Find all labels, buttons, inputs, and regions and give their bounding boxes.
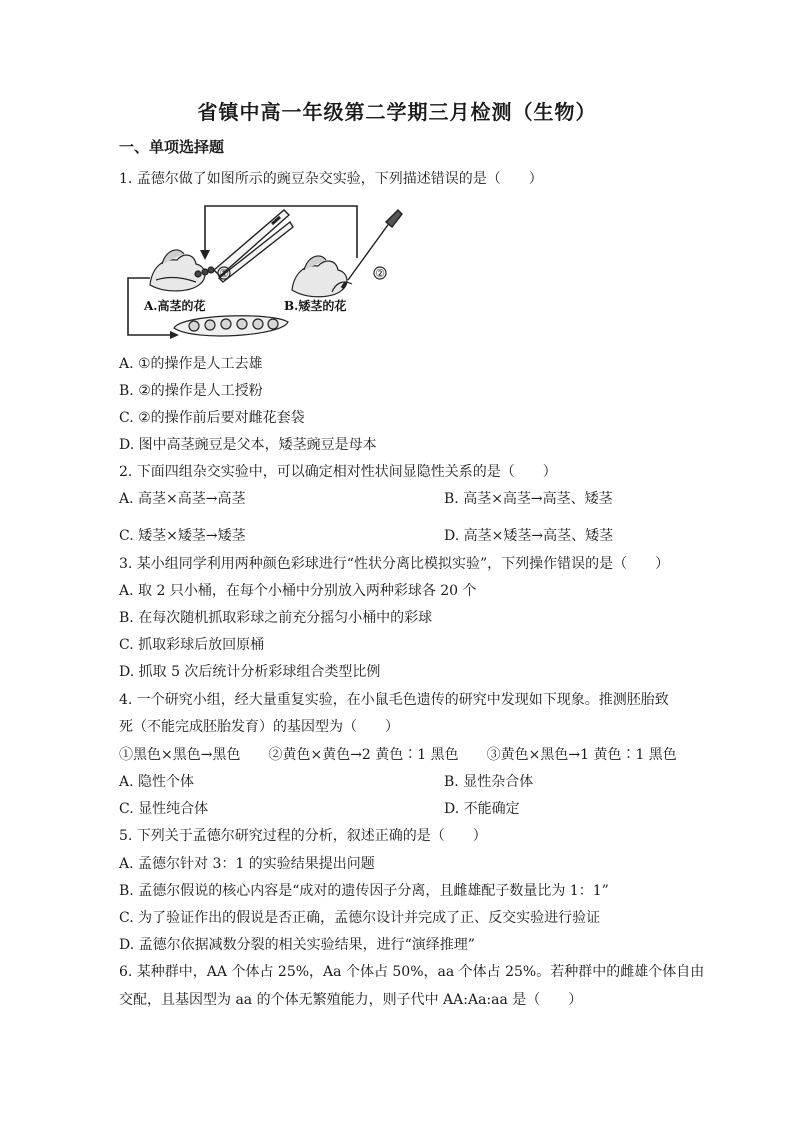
q3-option-c: C. 抓取彩球后放回原桶 — [119, 637, 265, 653]
flower-b — [292, 256, 352, 297]
pea-hybridization-diagram — [122, 200, 412, 340]
q1-stem: 1. 孟德尔做了如图所示的豌豆杂交实验，下列描述错误的是（ ） — [119, 171, 543, 187]
q5-option-b: B. 孟德尔假说的核心内容是“成对的遗传因子分离，且雌雄配子数量比为 1：1” — [119, 883, 609, 899]
q2-option-c: C. 矮茎×矮茎→矮茎 — [119, 528, 246, 544]
q2-stem: 2. 下面四组杂交实验中，可以确定相对性状间显隐性关系的是（ ） — [119, 464, 557, 480]
q3-option-a: A. 取 2 只小桶，在每个小桶中分别放入两种彩球各 20 个 — [119, 583, 477, 599]
section-heading: 一、单项选择题 — [119, 138, 225, 156]
q4-option-d: D. 不能确定 — [444, 801, 520, 817]
q5-option-a: A. 孟德尔针对 3：1 的实验结果提出问题 — [119, 856, 375, 872]
q3-stem: 3. 某小组同学利用两种颜色彩球进行“性状分离比模拟实验”，下列操作错误的是（ ） — [119, 556, 670, 572]
q6-stem-line2: 交配，且基因型为 aa 的个体无繁殖能力，则子代中 AA:Aa:aa 是（ ） — [119, 992, 583, 1008]
q3-option-b: B. 在每次随机抓取彩球之前充分摇匀小桶中的彩球 — [119, 610, 433, 626]
q4-option-b: B. 显性杂合体 — [444, 774, 534, 790]
pea-hybridization-figure — [122, 200, 412, 340]
q1-option-a: A. ①的操作是人工去雄 — [119, 356, 263, 372]
pea-pod — [174, 316, 288, 336]
brush-b — [342, 210, 402, 288]
q2-option-d: D. 高茎×矮茎→高茎、矮茎 — [444, 528, 614, 544]
q6-stem-line1: 6. 某种群中，AA 个体占 25%，Aa 个体占 50%，aa 个体占 25%。若种群中的雌雄个体自由 — [119, 964, 705, 980]
figure-label-1: ① — [219, 267, 229, 280]
transfer-arrowhead — [200, 250, 210, 260]
q3-option-d: D. 抓取 5 次后统计分析彩球组合类型比例 — [119, 664, 381, 680]
q4-stem-line1: 4. 一个研究小组，经大量重复实验，在小鼠毛色遗传的研究中发现如下现象。推测胚胎致 — [119, 692, 669, 708]
q4-option-a: A. 隐性个体 — [119, 774, 195, 790]
q1-option-d: D. 图中高茎豌豆是父本，矮茎豌豆是母本 — [119, 437, 377, 453]
q1-option-c: C. ②的操作前后要对雌花套袋 — [119, 410, 305, 426]
q5-option-c: C. 为了验证作出的假说是否正确，孟德尔设计并完成了正、反交实验进行验证 — [119, 910, 601, 926]
q5-stem: 5. 下列关于孟德尔研究过程的分析，叙述正确的是（ ） — [119, 828, 487, 844]
pod-arrowhead — [170, 331, 179, 339]
figure-caption-a: A.高茎的花 — [144, 299, 206, 313]
q2-option-a: A. 高茎×高茎→高茎 — [119, 491, 246, 507]
q4-option-c: C. 显性纯合体 — [119, 801, 209, 817]
q5-option-d: D. 孟德尔依据减数分裂的相关实验结果，进行“演绎推理” — [119, 937, 475, 953]
figure-caption-b: B.矮茎的花 — [284, 299, 347, 313]
q4-observations: ①黑色×黑色→黑色 ②黄色×黄色→2 黄色∶1 黑色 ③黄色×黑色→1 黄色∶1 黑色 — [119, 747, 677, 763]
exam-title: 省镇中高一年级第二学期三月检测（生物） — [197, 100, 597, 124]
figure-label-2: ② — [375, 267, 385, 280]
q2-option-b: B. 高茎×高茎→高茎、矮茎 — [444, 491, 613, 507]
q1-option-b: B. ②的操作是人工授粉 — [119, 383, 263, 399]
q4-stem-line2: 死（不能完成胚胎发育）的基因型为（ ） — [119, 719, 399, 735]
